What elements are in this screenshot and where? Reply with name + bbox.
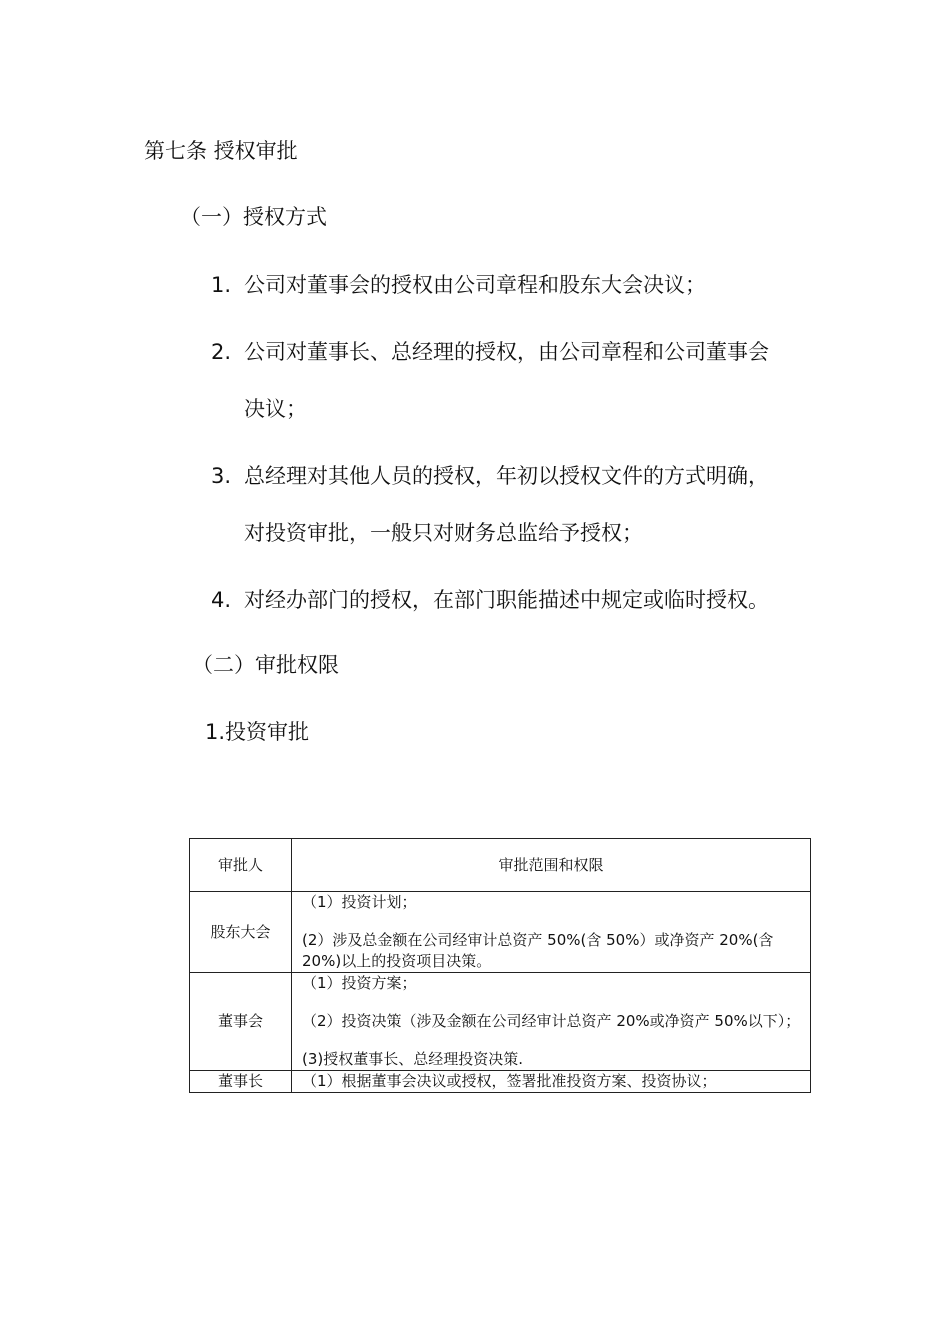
approver-cell: 董事长 <box>190 1071 292 1093</box>
list-item-number: 1. <box>211 273 232 297</box>
approval-authority-table <box>189 838 811 1093</box>
list-item-text-continuation: 对投资审批，一般只对财务总监给予授权； <box>244 521 643 545</box>
scope-item: (3)授权董事长、总经理投资决策. <box>302 1050 524 1068</box>
sub-heading-investment-approval: 1.投资审批 <box>205 720 310 744</box>
list-item-number: 3. <box>211 464 232 488</box>
table-row <box>190 892 811 973</box>
column-header-approver: 审批人 <box>190 839 292 892</box>
table-header-row <box>190 839 811 892</box>
scope-cell <box>292 892 811 973</box>
list-item-text: 总经理对其他人员的授权，年初以授权文件的方式明确， <box>244 464 769 488</box>
list-item-number: 2. <box>211 340 232 364</box>
list-item-text: 公司对董事长、总经理的授权，由公司章程和公司董事会 <box>244 340 769 364</box>
column-header-scope: 审批范围和权限 <box>292 839 811 892</box>
table-row <box>190 1071 811 1093</box>
list-item-text-continuation: 决议； <box>244 397 307 421</box>
approver-cell: 股东大会 <box>190 892 292 973</box>
scope-item: （2）投资决策（涉及金额在公司经审计总资产 20%或净资产 50%以下）； <box>302 1012 801 1030</box>
list-item-text: 对经办部门的授权，在部门职能描述中规定或临时授权。 <box>244 588 769 612</box>
section-heading-approval-authority: （二）审批权限 <box>192 653 339 677</box>
approver-cell: 董事会 <box>190 973 292 1071</box>
list-item-text: 公司对董事会的授权由公司章程和股东大会决议； <box>244 273 706 297</box>
scope-cell <box>292 1071 811 1093</box>
section-heading-authorization-method: （一）授权方式 <box>180 205 327 229</box>
table-row <box>190 973 811 1071</box>
list-item-number: 4. <box>211 588 232 612</box>
scope-cell <box>292 973 811 1071</box>
scope-item: (2）涉及总金额在公司经审计总资产 50%(含 50%）或净资产 20%(含 20%)以上的投资项目决策。 <box>302 931 774 970</box>
article-title: 第七条 授权审批 <box>144 139 298 163</box>
scope-item: （1）投资计划； <box>302 893 417 911</box>
scope-item: （1）投资方案； <box>302 974 417 992</box>
scope-item: （1）根据董事会决议或授权，签署批准投资方案、投资协议； <box>302 1072 717 1090</box>
